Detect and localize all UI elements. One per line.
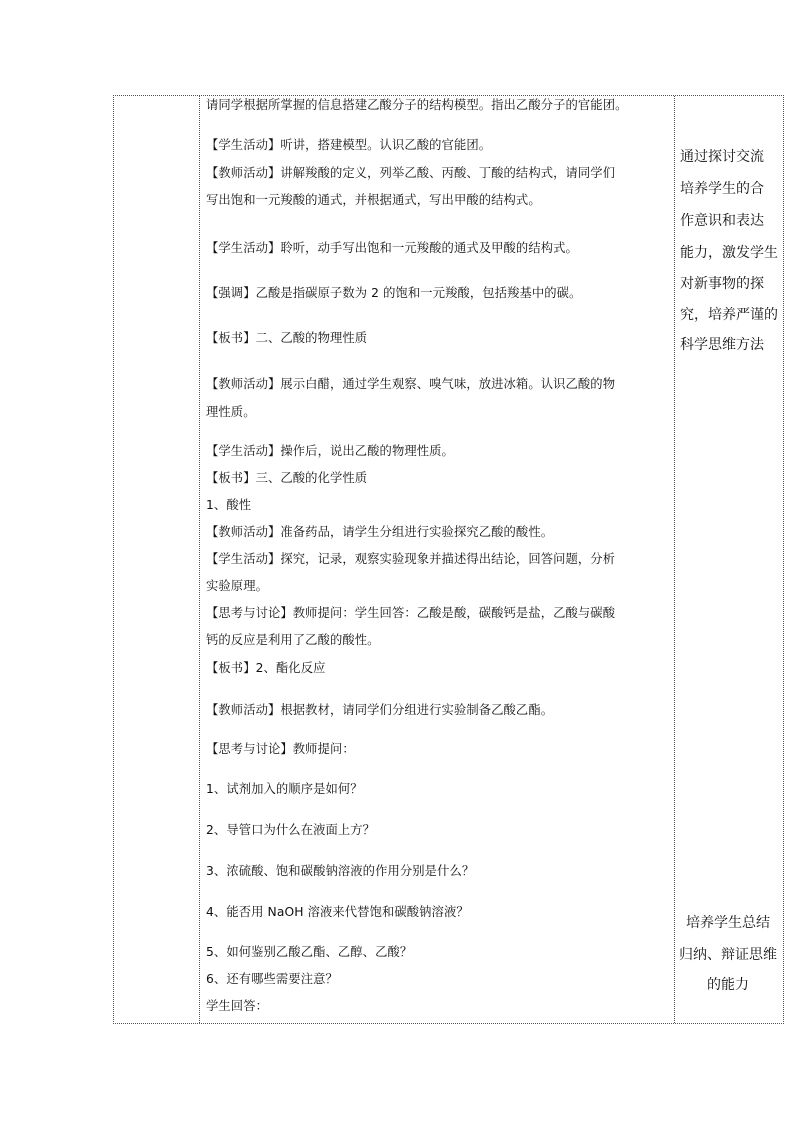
content-line: 【学生活动】操作后，说出乙酸的物理性质。 — [206, 444, 454, 458]
content-line: 【教师活动】展示白醋，通过学生观察、嗅气味，放进冰箱。认识乙酸的物 — [206, 377, 616, 391]
content-line: 5、如何鉴别乙酸乙酯、乙醇、乙酸？ — [206, 945, 413, 959]
content-line: 【教师活动】准备药品，请学生分组进行实验探究乙酸的酸性。 — [206, 525, 554, 539]
side-note-line: 归纳、辩证思维 — [679, 947, 777, 963]
content-line: 3、浓硫酸、饱和碳酸钠溶液的作用分别是什么？ — [206, 864, 475, 878]
content-line: 【思考与讨论】教师提问：学生回答：乙酸是酸，碳酸钙是盐，乙酸与碳酸 — [206, 606, 616, 620]
content-line: 写出饱和一元羧酸的通式，并根据通式，写出甲酸的结构式。 — [206, 193, 541, 207]
content-line: 【学生活动】探究，记录，观察实验现象并描述得出结论，回答问题，分析 — [206, 552, 616, 566]
content-line: 4、能否用 NaOH 溶液来代替饱和碳酸钠溶液？ — [206, 905, 469, 919]
side-note-line: 培养学生的合 — [680, 181, 764, 197]
side-note-line: 通过探讨交流 — [680, 149, 764, 165]
content-line: 1、试剂加入的顺序是如何？ — [206, 782, 363, 796]
content-line: 实验原理。 — [206, 579, 268, 593]
content-line: 6、还有哪些需要注意？ — [206, 972, 338, 986]
column-divider-right — [674, 96, 675, 1023]
content-line: 【学生活动】聆听，动手写出饱和一元羧酸的通式及甲酸的结构式。 — [206, 241, 578, 255]
content-line: 【板书】三、乙酸的化学性质 — [206, 471, 368, 485]
content-line: 钙的反应是利用了乙酸的酸性。 — [206, 633, 380, 647]
content-line: 【思考与讨论】教师提问： — [206, 742, 355, 756]
content-line: 【强调】乙酸是指碳原子数为 2 的饱和一元羧酸，包括羧基中的碳。 — [206, 286, 582, 300]
column-divider-left — [199, 96, 200, 1023]
content-line: 【教师活动】根据教材，请同学们分组进行实验制备乙酸乙酯。 — [206, 703, 554, 717]
side-note-line: 科学思维方法 — [680, 337, 764, 353]
content-line: 学生回答： — [206, 999, 268, 1013]
content-line: 【教师活动】讲解羧酸的定义，列举乙酸、丙酸、丁酸的结构式，请同学们 — [206, 166, 616, 180]
content-line: 【板书】2、酯化反应 — [206, 661, 326, 675]
side-note-line: 的能力 — [707, 977, 749, 993]
content-line: 理性质。 — [206, 405, 256, 419]
side-note-line: 作意识和表达 — [680, 213, 764, 229]
content-line: 2、导管口为什么在液面上方？ — [206, 823, 376, 837]
content-line: 【学生活动】听讲，搭建模型。认识乙酸的官能团。 — [206, 138, 492, 152]
side-note-line: 对新事物的探 — [680, 276, 764, 292]
content-line: 1、酸性 — [206, 498, 252, 512]
side-note-line: 培养学生总结 — [686, 915, 770, 931]
content-line: 【板书】二、乙酸的物理性质 — [206, 331, 368, 345]
side-note-line: 能力，激发学生 — [680, 245, 778, 261]
side-note-line: 究，培养严谨的 — [680, 307, 778, 323]
content-line: 请同学根据所掌握的信息搭建乙酸分子的结构模型。指出乙酸分子的官能团。 — [206, 98, 628, 112]
